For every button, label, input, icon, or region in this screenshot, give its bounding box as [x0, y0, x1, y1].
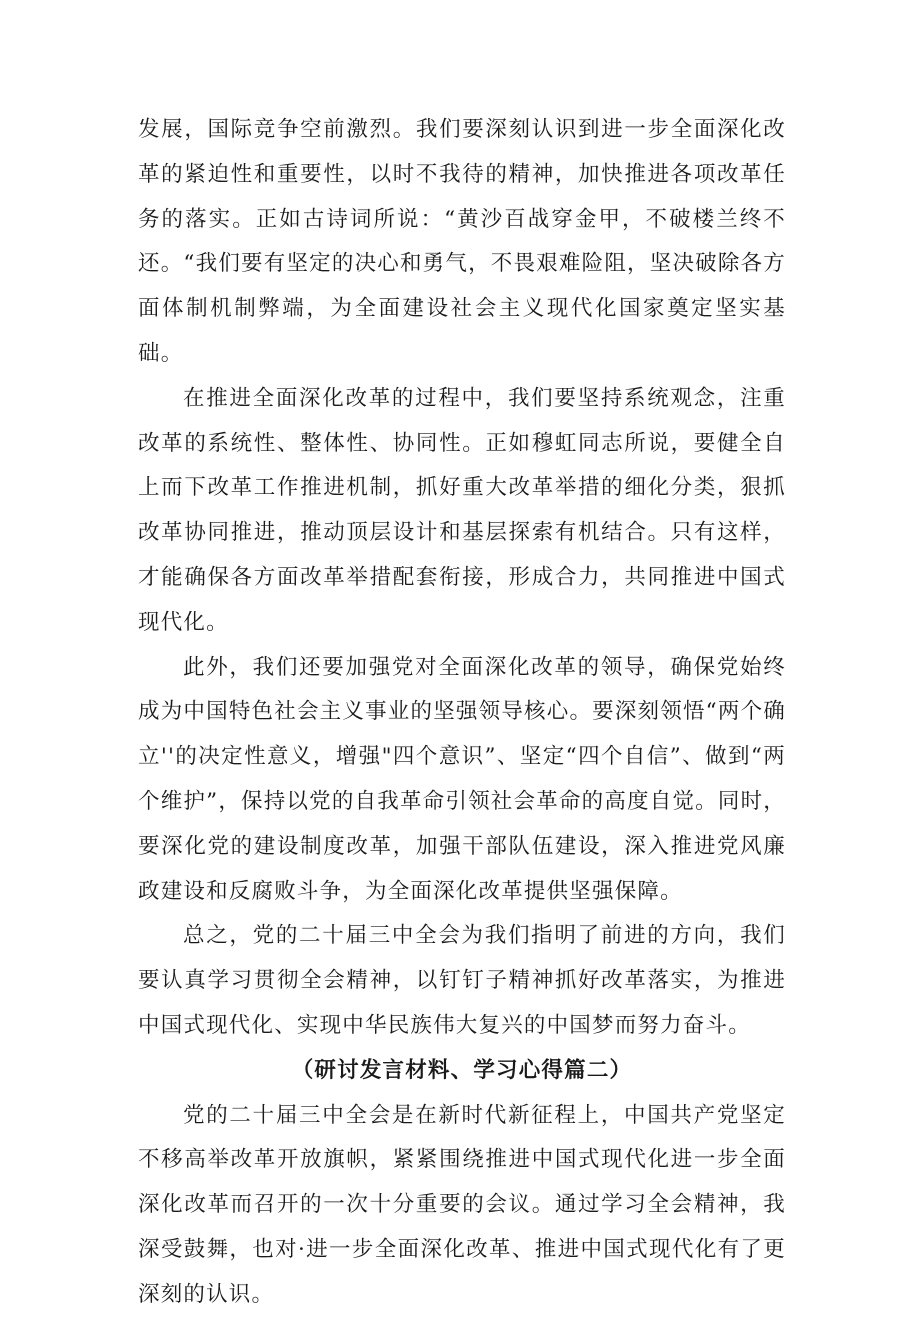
paragraph-section-two-intro: 党的二十届三中全会是在新时代新征程上，中国共产党坚定不移高举改革开放旗帜，紧紧围绕推进中国式现代化进一步全面深化改革而召开的一次十分重要的会议。通过学习全会精神，我深受鼓舞，也对·进一步全面深化改革、推进中国式现代化有了更深刻的认识。 [138, 1102, 786, 1307]
paragraph-continued: 发展，国际竞争空前激烈。我们要深刻认识到进一步全面深化改革的紧迫性和重要性，以时不我待的精神，加快推进各项改革任务的落实。正如古诗词所说：“黄沙百战穿金甲，不破楼兰终不还。“我们要有坚定的决心和勇气，不畏艰难险阻，坚决破除各方面体制机制弊端，为全面建设社会主义现代化国家奠定坚实基础。 [138, 117, 786, 366]
paragraph-conclusion: 总之，党的二十届三中全会为我们指明了前进的方向，我们要认真学习贯彻全会精神，以钉钉子精神抓好改革落实，为推进中国式现代化、实现中华民族伟大复兴的中国梦而努力奋斗。 [138, 923, 786, 1038]
document-page [138, 108, 786, 1318]
paragraph-system-approach: 在推进全面深化改革的过程中，我们要坚持系统观念，注重改革的系统性、整体性、协同性。正如穆虹同志所说，要健全自上而下改革工作推进机制，抓好重大改革举措的细化分类，狠抓改革协同推进，推动顶层设计和基层探索有机结合。只有这样，才能确保各方面改革举措配套衔接，形成合力，共同推进中国式现代化。 [138, 385, 786, 635]
section-heading: （研讨发言材料、学习心得篇二） [291, 1057, 633, 1083]
paragraph-party-leadership: 此外，我们还要加强党对全面深化改革的领导，确保党始终成为中国特色社会主义事业的坚强领导核心。要深刻领悟“两个确立''的决定性意义，增强"四个意识”、坚定“四个自信”、做到“两个维护”，保持以党的自我革命引领社会革命的高度自觉。同时，要深化党的建设制度改革，加强干部队伍建设，深入推进党风廉政建设和反腐败斗争，为全面深化改革提供坚强保障。 [138, 654, 786, 904]
